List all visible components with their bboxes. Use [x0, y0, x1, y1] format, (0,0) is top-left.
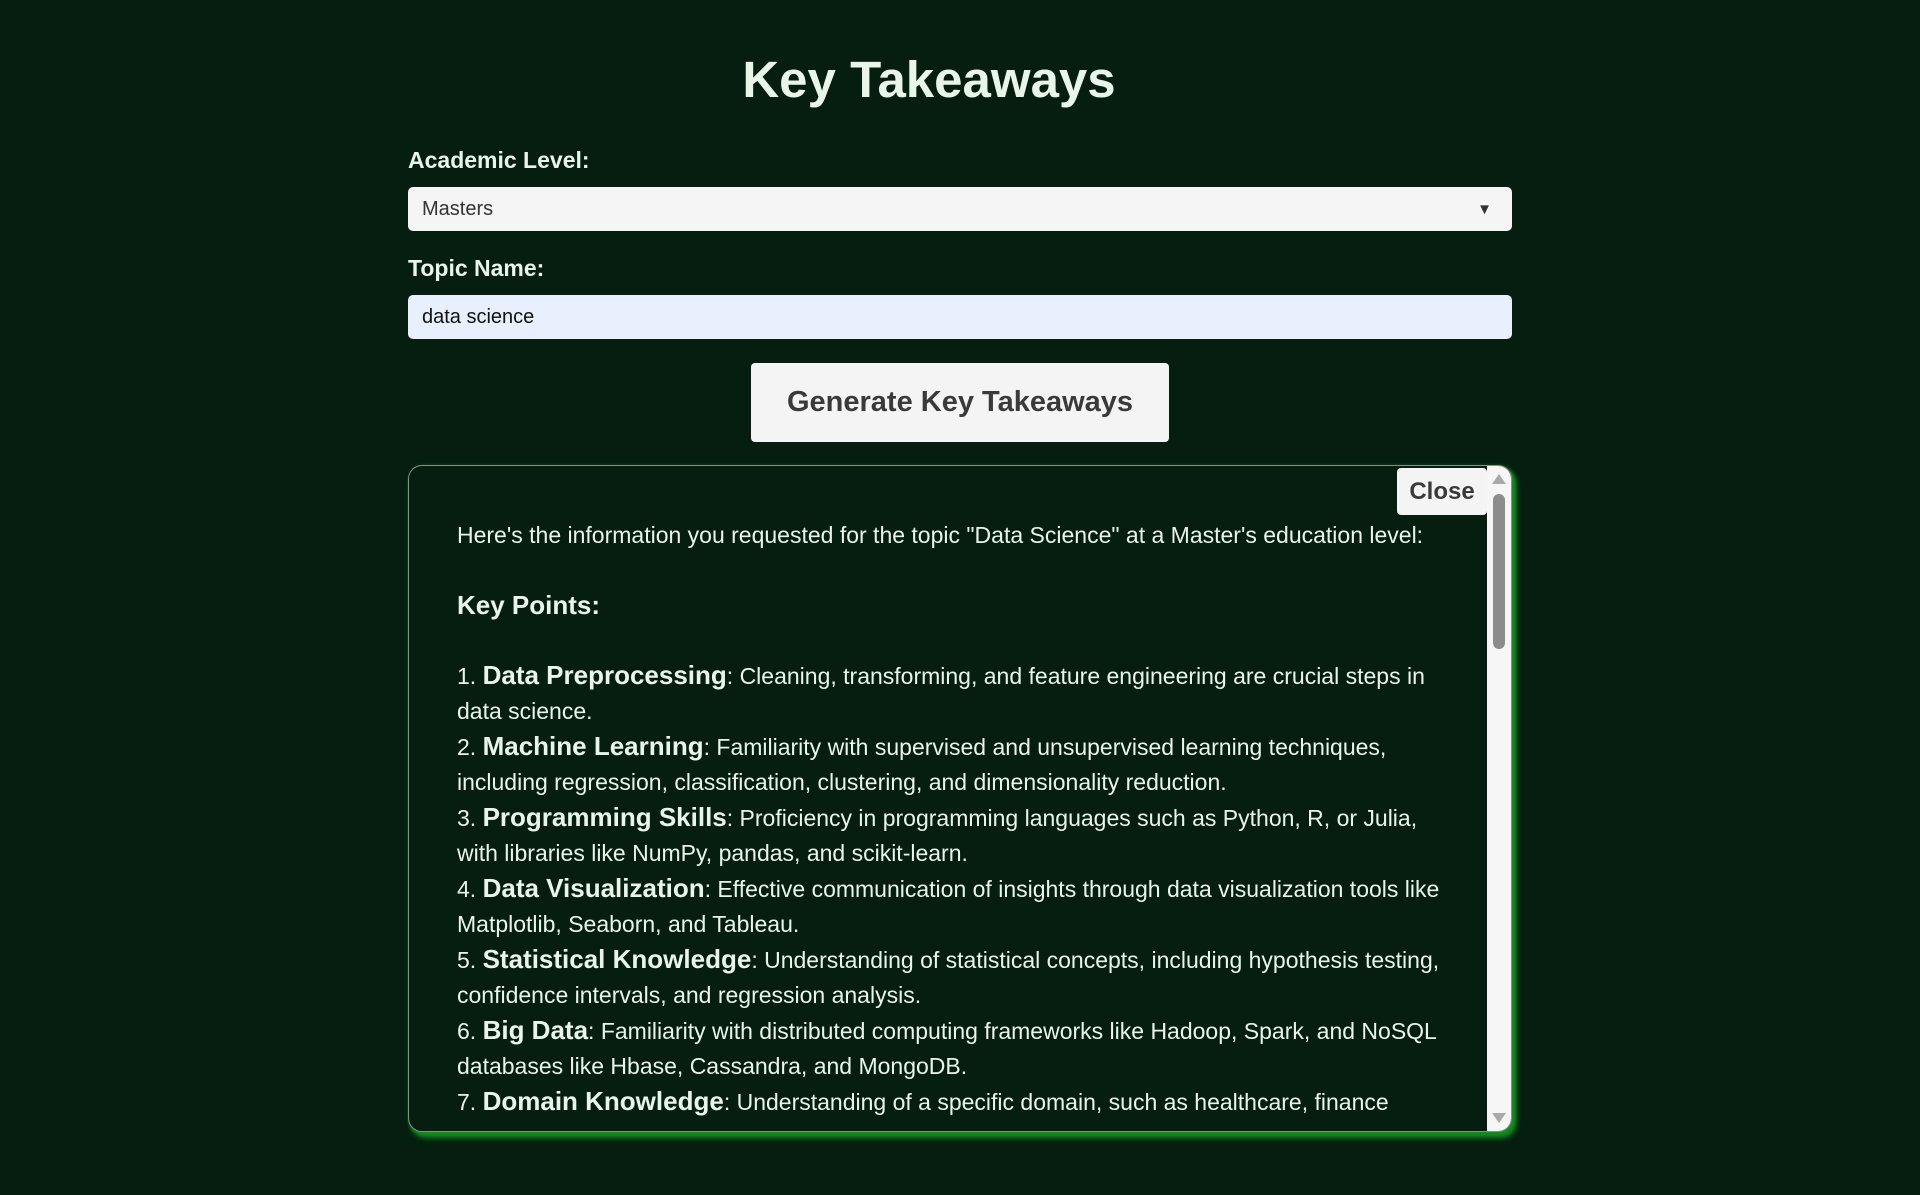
point-text: : Familiarity with supervised and unsupervised learning techniques, including regression, classification, clustering, and dimensionality reduction. — [457, 734, 1387, 795]
point-number: 2. — [457, 734, 483, 760]
academic-level-value: Masters — [422, 197, 494, 220]
topic-name-label: Topic Name: — [408, 255, 545, 281]
point-text: : Proficiency in programming languages such as Python, R, or Julia, with libraries like NumPy, pandas, and scikit-learn. — [457, 805, 1418, 866]
scroll-down-arrow-icon[interactable] — [1492, 1113, 1506, 1123]
list-item — [457, 658, 1447, 729]
list-item — [457, 1013, 1447, 1084]
result-scrollbar[interactable] — [1487, 466, 1511, 1131]
point-title: Machine Learning — [482, 731, 704, 761]
point-number: 1. — [457, 663, 483, 689]
point-title: Domain Knowledge — [482, 1086, 724, 1116]
result-panel — [408, 465, 1512, 1132]
point-title: Statistical Knowledge — [482, 944, 752, 974]
point-number: 3. — [457, 805, 483, 831]
point-number: 4. — [457, 876, 483, 902]
point-number: 5. — [457, 947, 483, 973]
point-title: Data Visualization — [482, 873, 705, 903]
point-number: 6. — [457, 1018, 483, 1044]
scroll-thumb[interactable] — [1493, 494, 1505, 649]
topic-name-value: data science — [422, 305, 535, 328]
list-item — [457, 729, 1447, 800]
topic-name-input[interactable] — [408, 295, 1512, 339]
point-text: : Cleaning, transforming, and feature engineering are crucial steps in data science. — [457, 663, 1425, 724]
point-text: : Understanding of a specific domain, such as healthcare, finance — [723, 1089, 1389, 1115]
point-text: : Effective communication of insights through data visualization tools like Matplotlib, Seaborn, and Tableau. — [457, 876, 1440, 937]
scroll-up-arrow-icon[interactable] — [1492, 474, 1506, 484]
point-text: : Understanding of statistical concepts, including hypothesis testing, confidence intervals, and regression analysis. — [457, 947, 1440, 1008]
page-title: Key Takeaways — [742, 51, 1116, 108]
key-points-heading: Key Points: — [457, 590, 601, 620]
close-button[interactable]: Close — [1397, 468, 1487, 515]
list-item — [457, 871, 1447, 942]
generate-key-takeaways-button[interactable]: Generate Key Takeaways — [751, 363, 1169, 442]
list-item — [457, 1084, 1447, 1120]
point-title: Big Data — [482, 1015, 589, 1045]
point-title: Programming Skills — [482, 802, 727, 832]
point-text: : Familiarity with distributed computing frameworks like Hadoop, Spark, and NoSQL databases like Hbase, Cassandra, and MongoDB. — [457, 1018, 1436, 1079]
chevron-down-icon: ▼ — [1477, 200, 1492, 218]
result-content — [457, 518, 1447, 1120]
list-item — [457, 800, 1447, 871]
academic-level-select[interactable] — [408, 187, 1512, 231]
point-number: 7. — [457, 1089, 483, 1115]
academic-level-label: Academic Level: — [408, 147, 590, 173]
result-intro: Here's the information you requested for the topic "Data Science" at a Master's education level: — [457, 522, 1424, 548]
point-title: Data Preprocessing — [482, 660, 727, 690]
list-item — [457, 942, 1447, 1013]
